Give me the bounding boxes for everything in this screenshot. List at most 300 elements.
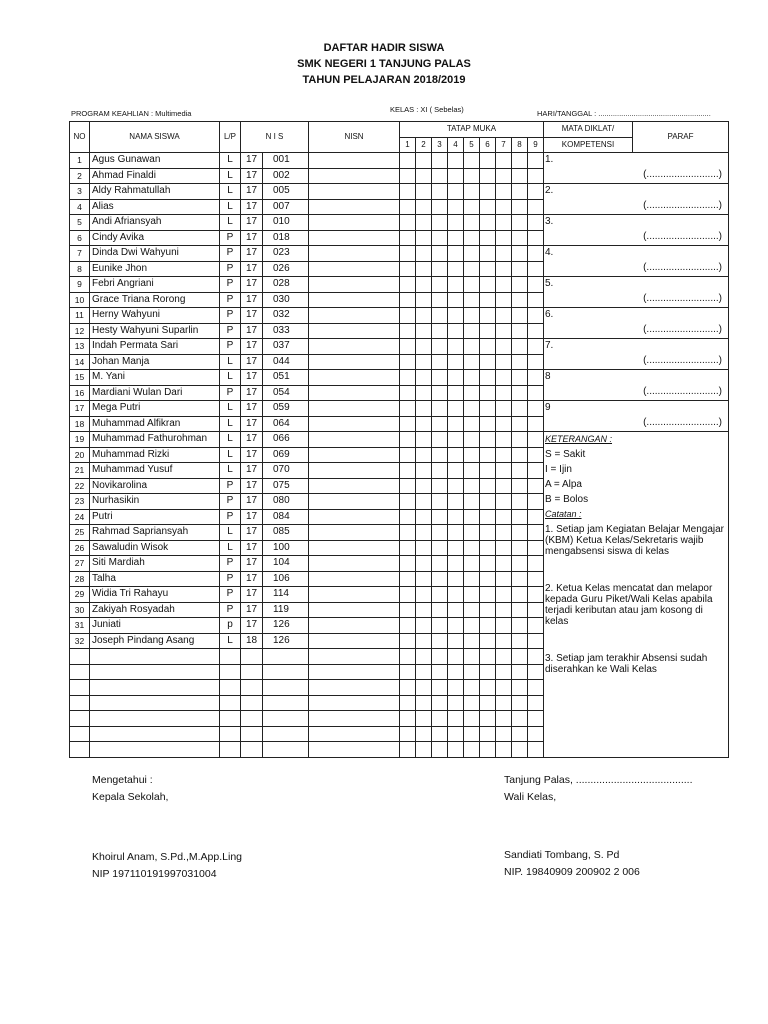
attendance-cell[interactable] (512, 726, 528, 742)
attendance-cell[interactable] (416, 602, 432, 618)
attendance-cell[interactable] (448, 416, 464, 432)
student-nisn[interactable] (309, 711, 400, 727)
attendance-cell[interactable] (528, 618, 544, 634)
attendance-cell[interactable] (496, 463, 512, 479)
attendance-cell[interactable] (528, 447, 544, 463)
attendance-cell[interactable] (464, 401, 480, 417)
attendance-cell[interactable] (480, 726, 496, 742)
attendance-cell[interactable] (512, 246, 528, 262)
attendance-cell[interactable] (496, 540, 512, 556)
attendance-cell[interactable] (496, 587, 512, 603)
attendance-cell[interactable] (400, 401, 416, 417)
student-nisn[interactable] (309, 742, 400, 758)
attendance-cell[interactable] (448, 401, 464, 417)
attendance-cell[interactable] (496, 664, 512, 680)
paraf-field[interactable]: (..........................) (643, 231, 722, 242)
attendance-cell[interactable] (528, 277, 544, 293)
attendance-cell[interactable] (432, 525, 448, 541)
attendance-cell[interactable] (480, 432, 496, 448)
attendance-cell[interactable] (432, 742, 448, 758)
attendance-cell[interactable] (512, 695, 528, 711)
attendance-cell[interactable] (432, 680, 448, 696)
attendance-cell[interactable] (416, 168, 432, 184)
attendance-cell[interactable] (496, 649, 512, 665)
attendance-cell[interactable] (496, 354, 512, 370)
attendance-cell[interactable] (448, 447, 464, 463)
attendance-cell[interactable] (464, 726, 480, 742)
attendance-cell[interactable] (448, 432, 464, 448)
attendance-cell[interactable] (400, 199, 416, 215)
attendance-cell[interactable] (464, 463, 480, 479)
attendance-cell[interactable] (400, 292, 416, 308)
attendance-cell[interactable] (496, 618, 512, 634)
attendance-cell[interactable] (400, 339, 416, 355)
student-nisn[interactable] (309, 401, 400, 417)
attendance-cell[interactable] (464, 246, 480, 262)
attendance-cell[interactable] (512, 184, 528, 200)
attendance-cell[interactable] (416, 525, 432, 541)
attendance-cell[interactable] (432, 447, 448, 463)
attendance-cell[interactable] (528, 556, 544, 572)
attendance-cell[interactable] (400, 587, 416, 603)
attendance-cell[interactable] (464, 525, 480, 541)
attendance-cell[interactable] (496, 711, 512, 727)
attendance-cell[interactable] (480, 742, 496, 758)
attendance-cell[interactable] (400, 525, 416, 541)
attendance-cell[interactable] (416, 323, 432, 339)
attendance-cell[interactable] (496, 633, 512, 649)
attendance-cell[interactable] (496, 447, 512, 463)
attendance-cell[interactable] (512, 494, 528, 510)
attendance-cell[interactable] (400, 742, 416, 758)
attendance-cell[interactable] (464, 308, 480, 324)
student-nisn[interactable] (309, 153, 400, 169)
attendance-cell[interactable] (480, 168, 496, 184)
attendance-cell[interactable] (496, 339, 512, 355)
attendance-cell[interactable] (480, 416, 496, 432)
student-nisn[interactable] (309, 385, 400, 401)
attendance-cell[interactable] (432, 695, 448, 711)
attendance-cell[interactable] (416, 277, 432, 293)
attendance-cell[interactable] (464, 168, 480, 184)
attendance-cell[interactable] (512, 277, 528, 293)
attendance-cell[interactable] (432, 401, 448, 417)
attendance-cell[interactable] (480, 525, 496, 541)
attendance-cell[interactable] (480, 478, 496, 494)
attendance-cell[interactable] (512, 571, 528, 587)
attendance-cell[interactable] (464, 292, 480, 308)
attendance-cell[interactable] (512, 261, 528, 277)
paraf-field[interactable]: (..........................) (643, 386, 722, 397)
attendance-cell[interactable] (448, 618, 464, 634)
attendance-cell[interactable] (432, 556, 448, 572)
attendance-cell[interactable] (416, 246, 432, 262)
attendance-cell[interactable] (496, 494, 512, 510)
attendance-cell[interactable] (448, 695, 464, 711)
attendance-cell[interactable] (400, 680, 416, 696)
attendance-cell[interactable] (496, 602, 512, 618)
attendance-cell[interactable] (432, 323, 448, 339)
attendance-cell[interactable] (448, 571, 464, 587)
attendance-cell[interactable] (528, 680, 544, 696)
attendance-cell[interactable] (448, 711, 464, 727)
attendance-cell[interactable] (512, 618, 528, 634)
attendance-cell[interactable] (400, 509, 416, 525)
attendance-cell[interactable] (416, 664, 432, 680)
attendance-cell[interactable] (496, 153, 512, 169)
attendance-cell[interactable] (496, 416, 512, 432)
attendance-cell[interactable] (432, 463, 448, 479)
student-nisn[interactable] (309, 230, 400, 246)
attendance-cell[interactable] (480, 277, 496, 293)
attendance-cell[interactable] (400, 153, 416, 169)
attendance-cell[interactable] (416, 556, 432, 572)
attendance-cell[interactable] (496, 277, 512, 293)
attendance-cell[interactable] (464, 339, 480, 355)
attendance-cell[interactable] (448, 649, 464, 665)
student-nisn[interactable] (309, 432, 400, 448)
student-nisn[interactable] (309, 416, 400, 432)
attendance-cell[interactable] (448, 478, 464, 494)
attendance-cell[interactable] (496, 680, 512, 696)
attendance-cell[interactable] (416, 618, 432, 634)
attendance-cell[interactable] (528, 199, 544, 215)
attendance-cell[interactable] (512, 463, 528, 479)
attendance-cell[interactable] (432, 370, 448, 386)
attendance-cell[interactable] (432, 339, 448, 355)
attendance-cell[interactable] (400, 385, 416, 401)
attendance-cell[interactable] (464, 199, 480, 215)
attendance-cell[interactable] (464, 416, 480, 432)
attendance-cell[interactable] (496, 292, 512, 308)
attendance-cell[interactable] (464, 184, 480, 200)
attendance-cell[interactable] (416, 339, 432, 355)
attendance-cell[interactable] (448, 153, 464, 169)
attendance-cell[interactable] (464, 432, 480, 448)
attendance-cell[interactable] (512, 401, 528, 417)
attendance-cell[interactable] (480, 680, 496, 696)
attendance-cell[interactable] (496, 261, 512, 277)
attendance-cell[interactable] (432, 261, 448, 277)
attendance-cell[interactable] (448, 742, 464, 758)
attendance-cell[interactable] (464, 494, 480, 510)
student-nisn[interactable] (309, 649, 400, 665)
attendance-cell[interactable] (400, 540, 416, 556)
attendance-cell[interactable] (400, 664, 416, 680)
attendance-cell[interactable] (432, 587, 448, 603)
attendance-cell[interactable] (496, 525, 512, 541)
attendance-cell[interactable] (512, 509, 528, 525)
attendance-cell[interactable] (512, 416, 528, 432)
attendance-cell[interactable] (432, 153, 448, 169)
attendance-cell[interactable] (528, 370, 544, 386)
attendance-cell[interactable] (496, 246, 512, 262)
attendance-cell[interactable] (400, 695, 416, 711)
attendance-cell[interactable] (464, 742, 480, 758)
attendance-cell[interactable] (432, 432, 448, 448)
attendance-cell[interactable] (512, 587, 528, 603)
attendance-cell[interactable] (496, 370, 512, 386)
student-nisn[interactable] (309, 478, 400, 494)
attendance-cell[interactable] (432, 509, 448, 525)
attendance-cell[interactable] (464, 618, 480, 634)
attendance-cell[interactable] (400, 168, 416, 184)
attendance-cell[interactable] (528, 602, 544, 618)
attendance-cell[interactable] (528, 246, 544, 262)
attendance-cell[interactable] (464, 261, 480, 277)
attendance-cell[interactable] (528, 432, 544, 448)
attendance-cell[interactable] (464, 277, 480, 293)
attendance-cell[interactable] (480, 401, 496, 417)
attendance-cell[interactable] (448, 370, 464, 386)
attendance-cell[interactable] (432, 199, 448, 215)
attendance-cell[interactable] (464, 664, 480, 680)
attendance-cell[interactable] (512, 525, 528, 541)
attendance-cell[interactable] (448, 525, 464, 541)
attendance-cell[interactable] (496, 478, 512, 494)
attendance-cell[interactable] (416, 401, 432, 417)
attendance-cell[interactable] (528, 416, 544, 432)
student-nisn[interactable] (309, 571, 400, 587)
attendance-cell[interactable] (416, 571, 432, 587)
attendance-cell[interactable] (432, 215, 448, 231)
attendance-cell[interactable] (400, 602, 416, 618)
attendance-cell[interactable] (512, 339, 528, 355)
attendance-cell[interactable] (400, 184, 416, 200)
attendance-cell[interactable] (464, 323, 480, 339)
attendance-cell[interactable] (464, 385, 480, 401)
attendance-cell[interactable] (416, 633, 432, 649)
attendance-cell[interactable] (448, 385, 464, 401)
paraf-field[interactable]: (..........................) (643, 293, 722, 304)
attendance-cell[interactable] (448, 587, 464, 603)
attendance-cell[interactable] (528, 308, 544, 324)
attendance-cell[interactable] (400, 463, 416, 479)
attendance-cell[interactable] (432, 416, 448, 432)
attendance-cell[interactable] (480, 323, 496, 339)
attendance-cell[interactable] (512, 556, 528, 572)
attendance-cell[interactable] (512, 199, 528, 215)
attendance-cell[interactable] (416, 184, 432, 200)
attendance-cell[interactable] (448, 215, 464, 231)
attendance-cell[interactable] (448, 277, 464, 293)
attendance-cell[interactable] (480, 509, 496, 525)
paraf-field[interactable]: (..........................) (643, 200, 722, 211)
attendance-cell[interactable] (528, 184, 544, 200)
attendance-cell[interactable] (512, 664, 528, 680)
student-nisn[interactable] (309, 525, 400, 541)
attendance-cell[interactable] (416, 540, 432, 556)
student-nisn[interactable] (309, 184, 400, 200)
attendance-cell[interactable] (416, 432, 432, 448)
attendance-cell[interactable] (496, 742, 512, 758)
attendance-cell[interactable] (400, 618, 416, 634)
attendance-cell[interactable] (448, 308, 464, 324)
attendance-cell[interactable] (512, 633, 528, 649)
attendance-cell[interactable] (416, 153, 432, 169)
attendance-cell[interactable] (512, 540, 528, 556)
attendance-cell[interactable] (400, 478, 416, 494)
attendance-cell[interactable] (528, 385, 544, 401)
attendance-cell[interactable] (400, 494, 416, 510)
attendance-cell[interactable] (464, 370, 480, 386)
attendance-cell[interactable] (432, 385, 448, 401)
attendance-cell[interactable] (528, 711, 544, 727)
attendance-cell[interactable] (496, 308, 512, 324)
attendance-cell[interactable] (480, 184, 496, 200)
attendance-cell[interactable] (416, 478, 432, 494)
student-nisn[interactable] (309, 199, 400, 215)
attendance-cell[interactable] (496, 215, 512, 231)
attendance-cell[interactable] (480, 618, 496, 634)
attendance-cell[interactable] (448, 556, 464, 572)
attendance-cell[interactable] (480, 385, 496, 401)
attendance-cell[interactable] (432, 602, 448, 618)
paraf-field[interactable]: (..........................) (643, 262, 722, 273)
attendance-cell[interactable] (512, 742, 528, 758)
attendance-cell[interactable] (480, 153, 496, 169)
student-nisn[interactable] (309, 354, 400, 370)
attendance-cell[interactable] (480, 246, 496, 262)
student-nisn[interactable] (309, 680, 400, 696)
student-nisn[interactable] (309, 494, 400, 510)
attendance-cell[interactable] (496, 168, 512, 184)
attendance-cell[interactable] (528, 401, 544, 417)
attendance-cell[interactable] (512, 370, 528, 386)
paraf-field[interactable]: (..........................) (643, 417, 722, 428)
attendance-cell[interactable] (480, 215, 496, 231)
attendance-cell[interactable] (480, 695, 496, 711)
attendance-cell[interactable] (496, 401, 512, 417)
attendance-cell[interactable] (416, 463, 432, 479)
attendance-cell[interactable] (464, 680, 480, 696)
student-nisn[interactable] (309, 261, 400, 277)
student-nisn[interactable] (309, 695, 400, 711)
attendance-cell[interactable] (416, 261, 432, 277)
attendance-cell[interactable] (416, 695, 432, 711)
attendance-cell[interactable] (480, 711, 496, 727)
attendance-cell[interactable] (480, 664, 496, 680)
attendance-cell[interactable] (448, 323, 464, 339)
attendance-cell[interactable] (528, 525, 544, 541)
attendance-cell[interactable] (464, 215, 480, 231)
attendance-cell[interactable] (400, 261, 416, 277)
student-nisn[interactable] (309, 168, 400, 184)
student-nisn[interactable] (309, 292, 400, 308)
attendance-cell[interactable] (528, 742, 544, 758)
attendance-cell[interactable] (448, 168, 464, 184)
attendance-cell[interactable] (416, 587, 432, 603)
attendance-cell[interactable] (528, 478, 544, 494)
attendance-cell[interactable] (528, 339, 544, 355)
attendance-cell[interactable] (512, 230, 528, 246)
attendance-cell[interactable] (432, 649, 448, 665)
attendance-cell[interactable] (464, 556, 480, 572)
paraf-field[interactable]: (..........................) (643, 355, 722, 366)
attendance-cell[interactable] (512, 711, 528, 727)
attendance-cell[interactable] (416, 649, 432, 665)
attendance-cell[interactable] (400, 571, 416, 587)
attendance-cell[interactable] (448, 509, 464, 525)
attendance-cell[interactable] (512, 153, 528, 169)
student-nisn[interactable] (309, 277, 400, 293)
attendance-cell[interactable] (432, 726, 448, 742)
attendance-cell[interactable] (400, 308, 416, 324)
attendance-cell[interactable] (432, 494, 448, 510)
attendance-cell[interactable] (464, 447, 480, 463)
attendance-cell[interactable] (480, 556, 496, 572)
attendance-cell[interactable] (496, 556, 512, 572)
attendance-cell[interactable] (528, 509, 544, 525)
attendance-cell[interactable] (448, 354, 464, 370)
student-nisn[interactable] (309, 664, 400, 680)
attendance-cell[interactable] (528, 323, 544, 339)
attendance-cell[interactable] (432, 292, 448, 308)
attendance-cell[interactable] (448, 246, 464, 262)
attendance-cell[interactable] (432, 184, 448, 200)
student-nisn[interactable] (309, 246, 400, 262)
attendance-cell[interactable] (448, 494, 464, 510)
attendance-cell[interactable] (416, 199, 432, 215)
student-nisn[interactable] (309, 587, 400, 603)
attendance-cell[interactable] (480, 292, 496, 308)
attendance-cell[interactable] (432, 277, 448, 293)
attendance-cell[interactable] (528, 587, 544, 603)
attendance-cell[interactable] (496, 726, 512, 742)
attendance-cell[interactable] (480, 354, 496, 370)
attendance-cell[interactable] (464, 354, 480, 370)
attendance-cell[interactable] (496, 323, 512, 339)
attendance-cell[interactable] (528, 261, 544, 277)
attendance-cell[interactable] (400, 556, 416, 572)
attendance-cell[interactable] (496, 385, 512, 401)
attendance-cell[interactable] (416, 711, 432, 727)
attendance-cell[interactable] (448, 602, 464, 618)
attendance-cell[interactable] (528, 292, 544, 308)
attendance-cell[interactable] (480, 649, 496, 665)
attendance-cell[interactable] (432, 711, 448, 727)
attendance-cell[interactable] (448, 199, 464, 215)
attendance-cell[interactable] (480, 261, 496, 277)
attendance-cell[interactable] (496, 509, 512, 525)
attendance-cell[interactable] (416, 726, 432, 742)
attendance-cell[interactable] (400, 230, 416, 246)
attendance-cell[interactable] (464, 509, 480, 525)
attendance-cell[interactable] (416, 742, 432, 758)
attendance-cell[interactable] (432, 230, 448, 246)
attendance-cell[interactable] (464, 711, 480, 727)
attendance-cell[interactable] (528, 571, 544, 587)
attendance-cell[interactable] (400, 726, 416, 742)
student-nisn[interactable] (309, 602, 400, 618)
attendance-cell[interactable] (496, 199, 512, 215)
attendance-cell[interactable] (528, 726, 544, 742)
attendance-cell[interactable] (416, 354, 432, 370)
attendance-cell[interactable] (528, 633, 544, 649)
attendance-cell[interactable] (480, 447, 496, 463)
attendance-cell[interactable] (464, 602, 480, 618)
attendance-cell[interactable] (464, 230, 480, 246)
attendance-cell[interactable] (448, 540, 464, 556)
attendance-cell[interactable] (512, 447, 528, 463)
attendance-cell[interactable] (480, 370, 496, 386)
attendance-cell[interactable] (432, 571, 448, 587)
student-nisn[interactable] (309, 323, 400, 339)
attendance-cell[interactable] (448, 339, 464, 355)
attendance-cell[interactable] (464, 478, 480, 494)
attendance-cell[interactable] (512, 323, 528, 339)
attendance-cell[interactable] (400, 323, 416, 339)
